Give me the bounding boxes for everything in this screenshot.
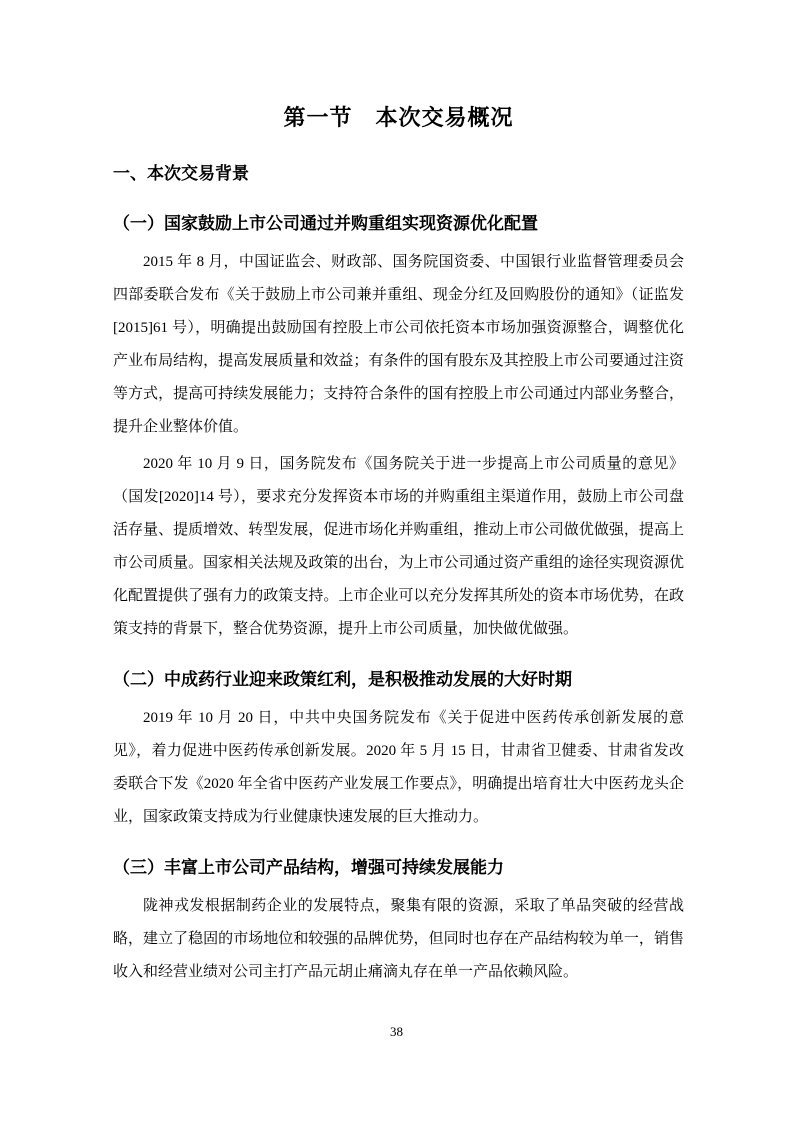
subsection-heading-3: （三）丰富上市公司产品结构，增强可持续发展能力 [113,858,504,878]
paragraph: 2015 年 8 月，中国证监会、财政部、国务院国资委、中国银行业监督管理委员会四部委联合发布《关于鼓励上市公司兼并重组、现金分红及回购股份的通知》（证监发[2015]61 号），明确提出鼓励国有控股上市公司依托资本市场加强资源整合，调整优化产业布局结构，提高发展质量和效益；有条件的国有股东及其控股上市公司要通过注资等方式，提高可持续发展能力；支持符合条件的国有控股上市公司通过内部业务整合，提升企业整体价值。 [113,254,684,435]
subsection-heading-2: （二）中成药行业迎来政策红利，是积极推动发展的大好时期 [113,670,572,690]
paragraph: 2020 年 10 月 9 日，国务院发布《国务院关于进一步提高上市公司质量的意见》（国发[2020]14 号），要求充分发挥资本市场的并购重组主渠道作用，鼓励上市公司盘活存量、提质增效、转型发展，促进市场化并购重组，推动上市公司做优做强，提高上市公司质量。国家相关法规及政策的出台，为上市公司通过资产重组的途径实现资源优化配置提供了强有力的政策支持。上市企业可以充分发挥其所处的资本市场优势，在政策支持的背景下，整合优势资源，提升上市公司质量，加快做优做强。 [113,456,684,637]
page-title: 第一节 本次交易概况 [283,106,514,131]
subsection-heading-1: （一）国家鼓励上市公司通过并购重组实现资源优化配置 [113,214,538,234]
page-number: 38 [390,1024,403,1039]
section-heading: 一、本次交易背景 [113,164,249,184]
paragraph: 陇神戎发根据制药企业的发展特点，聚集有限的资源，采取了单品突破的经营战略，建立了稳固的市场地位和较强的品牌优势，但同时也存在产品结构较为单一，销售收入和经营业绩对公司主打产品元胡止痛滴丸存在单一产品依赖风险。 [113,898,684,980]
paragraph: 2019 年 10 月 20 日，中共中央国务院发布《关于促进中医药传承创新发展的意见》，着力促进中医药传承创新发展。2020 年 5 月 15 日，甘肃省卫健委、甘肃省发改委联合下发《2020 年全省中医药产业发展工作要点》，明确提出培育壮大中医药龙头企业，国家政策支持成为行业健康快速发展的巨大推动力。 [113,710,684,825]
